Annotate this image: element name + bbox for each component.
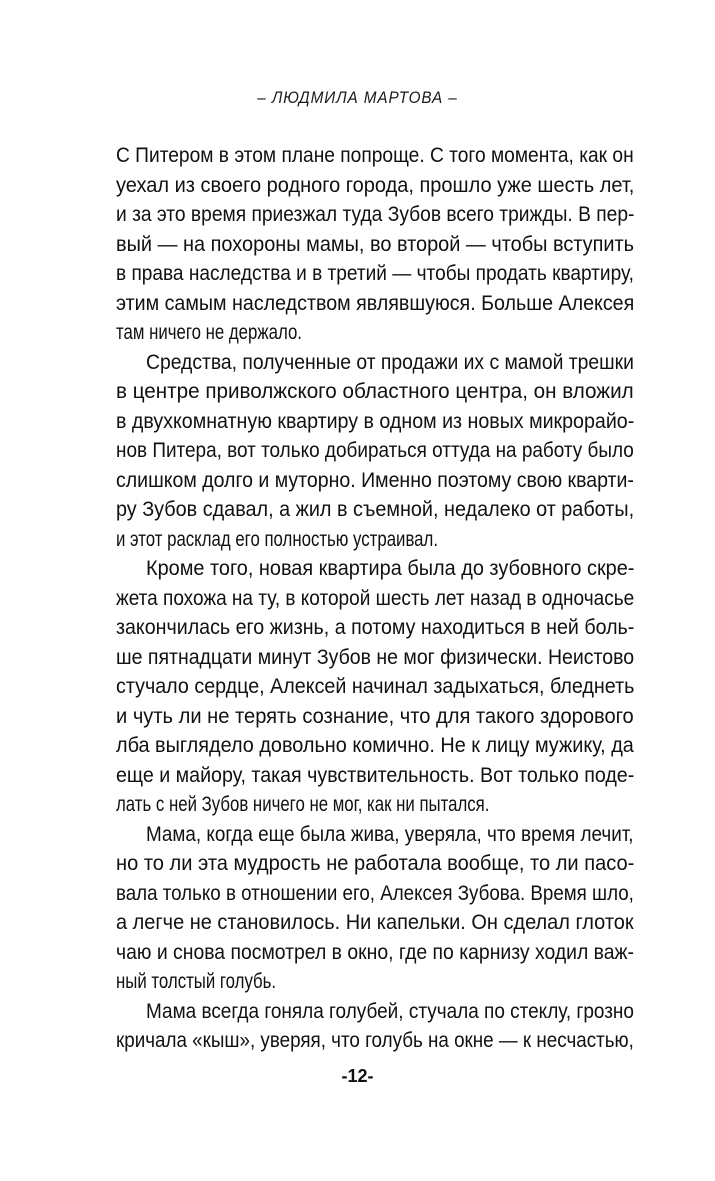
text-line: жета похожа на ту, в которой шесть лет назад в одночасье: [116, 586, 635, 610]
text-line: закончилась его жизнь, а потому находиться в ней боль-: [116, 616, 635, 639]
paragraph-first-line: Кроме того, новая квартира была до зубовного скре-: [146, 557, 635, 580]
text-line: кричала «кыш», уверяя, что голубь на окне — к несчастью,: [116, 1029, 634, 1052]
text-line: ный толстый голубь.: [116, 970, 277, 993]
text-line: в двухкомнатную квартиру в одном из новых микрорайо-: [116, 409, 635, 433]
page-body-text: [116, 141, 634, 1056]
text-line: вый — на похороны мамы, во второй — чтобы вступить: [116, 232, 635, 256]
text-line: и за это время приезжал туда Зубов всего трижды. В пер-: [116, 203, 635, 226]
text-line: в центре приволжского областного центра, он вложил: [116, 380, 634, 403]
text-line: там ничего не держало.: [116, 321, 302, 344]
text-line: лать с ней Зубов ничего не мог, как ни пытался.: [116, 793, 490, 816]
text-line: вала только в отношении его, Алексея Зубова. Время шло,: [116, 881, 634, 905]
text-line: уехал из своего родного города, прошло уже шесть лет,: [116, 173, 635, 197]
paragraph-first-line: Мама всегда гоняла голубей, стучала по стеклу, грозно: [146, 999, 634, 1023]
text-line: и этот расклад его полностью устраивал.: [116, 527, 438, 551]
paragraph-first-line: Средства, полученные от продажи их с мамой трешки: [146, 350, 634, 374]
text-line: и чуть ли не терять сознание, что для такого здорового: [116, 704, 634, 728]
text-line: нов Питера, вот только добираться оттуда на работу было: [116, 439, 634, 462]
text-line: ше пятнадцати минут Зубов не мог физически. Неистово: [116, 645, 635, 669]
text-line: этим самым наследством являвшуюся. Больше Алексея: [116, 291, 635, 315]
text-line: но то ли эта мудрость не работала вообще, то ли пасо-: [116, 852, 635, 875]
text-line: лба выглядело довольно комично. Не к лицу мужику, да: [116, 734, 634, 757]
paragraph-first-line: Мама, когда еще была жива, уверяла, что время лечит,: [146, 822, 634, 846]
text-line: ру Зубов сдавал, а жил в съемной, недалеко от работы,: [116, 498, 635, 521]
text-line: чаю и снова посмотрел в окно, где по карнизу ходил важ-: [116, 940, 634, 964]
text-line: еще и майору, такая чувствительность. Вот только поде-: [116, 763, 635, 787]
text-line: слишком долго и муторно. Именно поэтому свою кварти-: [116, 468, 634, 492]
page-number: -12-: [341, 1066, 374, 1086]
running-header: – ЛЮДМИЛА МАРТОВА –: [257, 88, 458, 107]
text-line: стучало сердце, Алексей начинал задыхаться, бледнеть: [116, 675, 635, 698]
text-line: в права наследства и в третий — чтобы продать квартиру,: [116, 262, 634, 285]
text-line: а легче не становилось. Ни капельки. Он сделал глоток: [116, 911, 634, 934]
text-line: С Питером в этом плане попроще. С того момента, как он: [116, 144, 634, 167]
